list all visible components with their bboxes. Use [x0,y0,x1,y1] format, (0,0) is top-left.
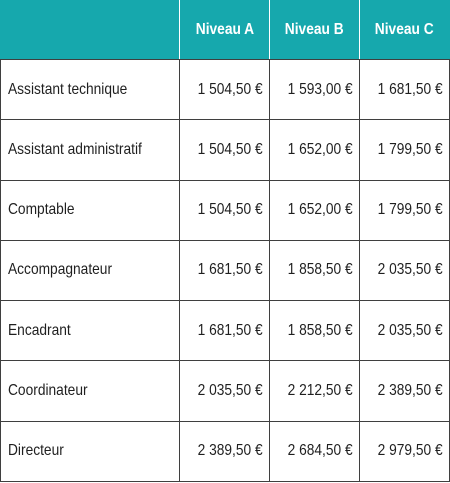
table-row [1,421,450,481]
amount-cell-niveau-b: 2 212,50 € [270,361,360,421]
role-cell: Encadrant [1,301,180,361]
header-niveau-a: Niveau A [180,1,270,60]
header-niveau-b: Niveau B [270,1,360,60]
role-cell: Assistant technique [1,60,180,120]
amount-cell-niveau-b: 1 652,00 € [270,180,360,240]
table-row [1,361,450,421]
header-corner-cell [1,1,180,60]
amount-cell-niveau-c: 1 799,50 € [360,180,450,240]
table-row [1,301,450,361]
table-row [1,240,450,300]
amount-cell-niveau-b: 2 684,50 € [270,421,360,481]
amount-cell-niveau-b: 1 858,50 € [270,301,360,361]
amount-cell-niveau-a: 1 681,50 € [180,301,270,361]
amount-cell-niveau-b: 1 858,50 € [270,240,360,300]
table-row [1,180,450,240]
amount-cell-niveau-a: 2 389,50 € [180,421,270,481]
amount-cell-niveau-c: 1 681,50 € [360,60,450,120]
role-cell: Comptable [1,180,180,240]
amount-cell-niveau-c: 2 035,50 € [360,301,450,361]
table-row [1,60,450,120]
table-header [1,1,450,60]
amount-cell-niveau-a: 1 504,50 € [180,120,270,180]
role-cell: Coordinateur [1,361,180,421]
amount-cell-niveau-c: 2 035,50 € [360,240,450,300]
header-niveau-c: Niveau C [360,1,450,60]
role-cell: Accompagnateur [1,240,180,300]
amount-cell-niveau-a: 1 504,50 € [180,180,270,240]
amount-cell-niveau-b: 1 593,00 € [270,60,360,120]
amount-cell-niveau-a: 1 504,50 € [180,60,270,120]
header-row [1,1,450,60]
amount-cell-niveau-c: 2 389,50 € [360,361,450,421]
table-row [1,120,450,180]
amount-cell-niveau-a: 1 681,50 € [180,240,270,300]
amount-cell-niveau-c: 2 979,50 € [360,421,450,481]
table-body [1,60,450,482]
role-cell: Assistant administratif [1,120,180,180]
amount-cell-niveau-a: 2 035,50 € [180,361,270,421]
amount-cell-niveau-b: 1 652,00 € [270,120,360,180]
role-cell: Directeur [1,421,180,481]
amount-cell-niveau-c: 1 799,50 € [360,120,450,180]
